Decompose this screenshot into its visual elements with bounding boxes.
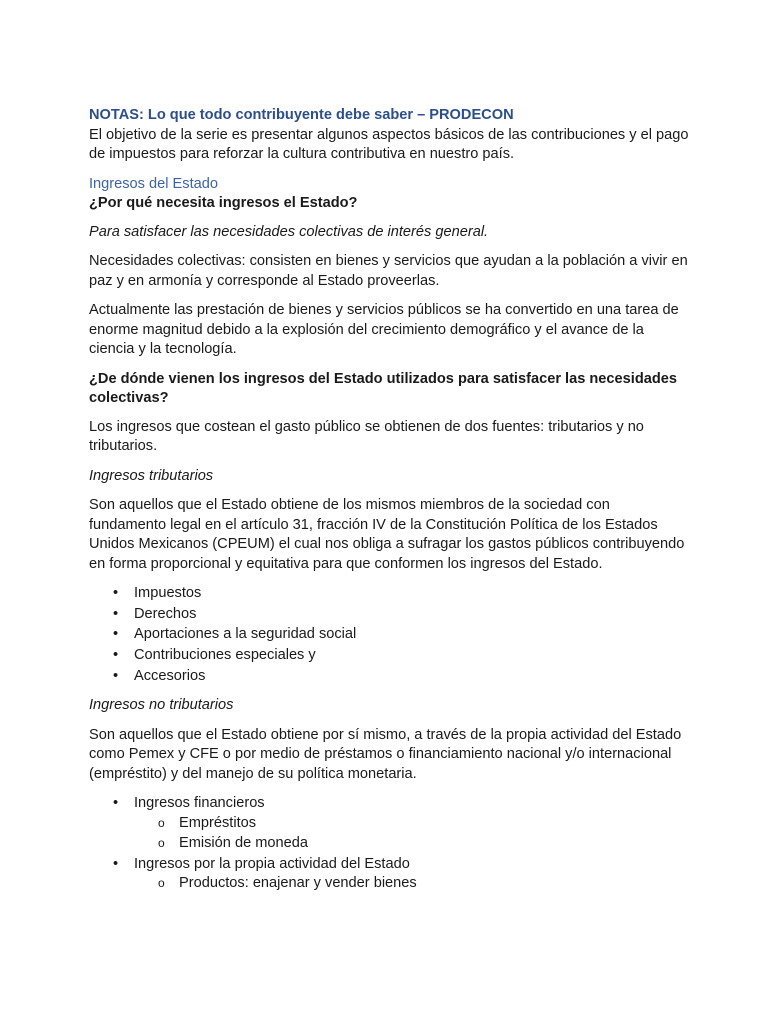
bullet-icon: •: [113, 647, 119, 664]
circle-bullet-icon: o: [158, 876, 165, 891]
sub-list-item: [134, 874, 689, 894]
list-item-label: Ingresos por la propia actividad del Estado: [134, 855, 410, 872]
intro-paragraph: El objetivo de la serie es presentar algunos aspectos básicos de las contribuciones y el pago de impuestos para reforzar la cultura contributiva en nuestro país.: [89, 126, 689, 162]
list-item-label: Impuestos: [134, 585, 202, 601]
paragraph-actualmente: Actualmente las prestación de bienes y servicios públicos se ha convertido en una tarea de enorme magnitud debido a la explosión del crecimiento demográfico y el avance de la ciencia y la tecnología.: [89, 302, 679, 357]
list-item-label: Ingresos financieros: [134, 795, 265, 812]
bullet-icon: •: [113, 855, 119, 872]
paragraph-fuentes: Los ingresos que costean el gasto público se obtienen de dos fuentes: tributarios y no tributarios.: [89, 418, 644, 454]
answer-1: Para satisfacer las necesidades colectivas de interés general.: [89, 223, 489, 240]
sub-list-item: [134, 834, 689, 854]
list-item: [89, 584, 689, 604]
list-item: [89, 667, 689, 687]
tributarios-list: [89, 584, 689, 686]
bullet-icon: •: [113, 605, 119, 622]
document-page: [89, 106, 689, 904]
list-item: [89, 855, 689, 894]
circle-bullet-icon: o: [158, 836, 165, 851]
list-item: [89, 794, 689, 853]
sub-list-item-label: Productos: enajenar y vender bienes: [179, 875, 417, 892]
section-title: Ingresos del Estado: [89, 175, 218, 192]
question-2: ¿De dónde vienen los ingresos del Estado utilizados para satisfacer las necesidades colectivas?: [89, 370, 678, 406]
bullet-icon: •: [113, 626, 119, 643]
sub-list: [134, 874, 689, 894]
sub-list-item-label: Empréstitos: [179, 814, 257, 831]
sub-list-item-label: Emisión de moneda: [179, 835, 308, 852]
bullet-icon: •: [113, 585, 119, 601]
heading-ingresos-no-tributarios: Ingresos no tributarios: [89, 697, 234, 714]
paragraph-necesidades: Necesidades colectivas: consisten en bienes y servicios que ayudan a la población a vivir en paz y en armonía y corresponde al Estado proveerlas.: [89, 253, 688, 289]
bullet-icon: •: [113, 667, 119, 684]
list-item: [89, 605, 689, 625]
list-item: [89, 646, 689, 666]
paragraph-tributarios: Son aquellos que el Estado obtiene de los mismos miembros de la sociedad con fundamento legal en el artículo 31, fracción IV de la Constitución Política de los Estados Unidos Mexicanos (CPEUM) el cual nos obliga a sufragar los gastos públicos contribuyendo en forma proporcional y equitativa para que conformen los ingresos del Estado.: [89, 497, 685, 572]
list-item-label: Derechos: [134, 605, 197, 622]
list-item: [89, 625, 689, 645]
paragraph-no-tributarios: Son aquellos que el Estado obtiene por sí mismo, a través de la propia actividad del Estado como Pemex y CFE o por medio de préstamos o financiamiento nacional y/o internacional (empréstito) y del manejo de su política monetaria.: [89, 726, 682, 782]
question-1: ¿Por qué necesita ingresos el Estado?: [89, 195, 358, 211]
no-tributarios-list: [89, 794, 689, 893]
sub-list-item: [134, 814, 689, 834]
list-item-label: Contribuciones especiales y: [134, 647, 316, 664]
list-item-label: Aportaciones a la seguridad social: [134, 626, 357, 643]
sub-list: [134, 814, 689, 854]
heading-ingresos-tributarios: Ingresos tributarios: [89, 467, 214, 484]
document-title: NOTAS: Lo que todo contribuyente debe saber – PRODECON: [89, 107, 514, 123]
bullet-icon: •: [113, 795, 119, 812]
list-item-label: Accesorios: [134, 667, 206, 684]
circle-bullet-icon: o: [158, 815, 165, 830]
